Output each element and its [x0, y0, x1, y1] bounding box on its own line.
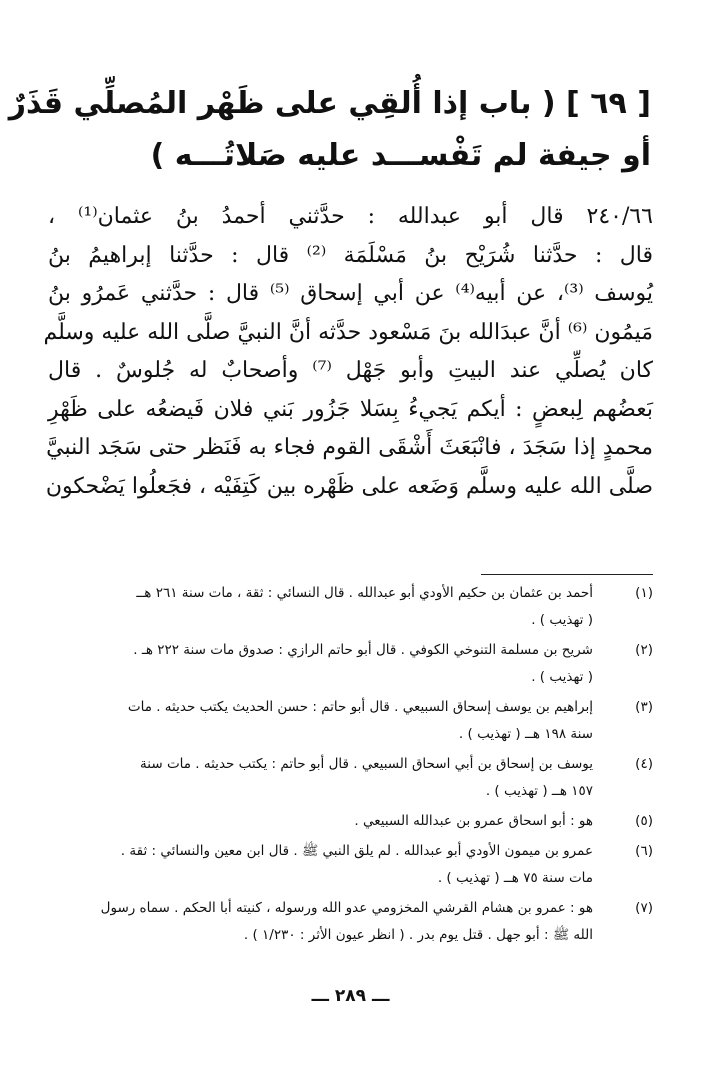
footnotes: [48, 580, 653, 952]
footnote-separator: [481, 574, 653, 575]
footnote-number: (٣): [635, 699, 653, 715]
footnote-text: ١٥٧ هــ ( تهذيب ) .: [485, 783, 593, 799]
chapter-heading-line-2: أو جيفة لم تَفْســـد عليه صَلاتُـــه ): [150, 138, 651, 173]
footnote-text: ( تهذيب ) .: [531, 669, 593, 685]
footnote-text: يوسف بن إسحاق بن أبي اسحاق السبيعي . قال أبو حاتم : يكتب حديثه . مات سنة: [140, 756, 593, 772]
hadith-line: قال : حدَّثنا شُرَيْح بنُ مَسْلَمَة ⁽²⁾ قال : حدَّثنا إبراهيمُ بنُ: [48, 242, 653, 268]
footnote-number: (٢): [635, 642, 653, 658]
footnote-text: مات سنة ٧٥ هــ ( تهذيب ) .: [437, 870, 593, 886]
footnote-5: [48, 808, 653, 835]
footnote-text: عمرو بن ميمون الأودي أبو عبدالله . لم يلق النبي ﷺ . قال ابن معين والنسائي : ثقة .: [120, 843, 593, 859]
footnote-number: (٤): [635, 756, 653, 772]
footnote-text: أحمد بن عثمان بن حكيم الأودي أبو عبدالله . قال النسائي : ثقة ، مات سنة ٢٦١ هــ: [136, 585, 593, 601]
footnote-text: هو : أبو اسحاق عمرو بن عبدالله السبيعي .: [354, 813, 593, 829]
footnote-2: [48, 637, 653, 691]
footnote-text: ( تهذيب ) .: [531, 612, 593, 628]
hadith-line: بَعضُهم لِبعضٍ : أيكم يَجيءُ بِسَلا جَزُور بَني فلان فَيضعُه على ظَهْرِ: [48, 396, 653, 422]
footnote-text: هو : عمرو بن هشام القرشي المخزومي عدو الله ورسوله ، كنيته أبا الحكم . سماه رسول: [100, 900, 593, 916]
footnote-text: إبراهيم بن يوسف إسحاق السبيعي . قال أبو حاتم : حسن الحديث يكتب حديثه . مات: [127, 699, 593, 715]
chapter-heading: [8, 78, 651, 182]
hadith-line: محمدٍ إذا سَجَدَ ، فانْبَعَثَ أَشْقَى القوم فجاء به فَنَظر حتى سَجَد النبيَّ: [46, 435, 653, 460]
hadith-line: صلَّى الله عليه وسلَّم وَضَعه على ظَهْره بين كَتِفَيْه ، فجَعلُوا يَضْحكون: [45, 473, 653, 499]
hadith-text: [43, 198, 654, 506]
footnote-text: سنة ١٩٨ هــ ( تهذيب ) .: [458, 726, 593, 742]
hadith-line: ٢٤٠/٦٦ قال أبو عبدالله : حدَّثني أحمدُ بنُ عثمان⁽¹⁾ ،: [48, 204, 653, 229]
chapter-heading-line-1: [ ٦٩ ] ( باب إذا أُلقِي على ظَهْر المُصلِّي قَذَرٌ: [8, 86, 651, 121]
footnote-number: (٦): [635, 843, 653, 859]
footnote-number: (٧): [635, 900, 653, 916]
hadith-line: كان يُصلِّي عند البيتِ وأبو جَهْل ⁽⁷⁾ وأصحابٌ له جُلوسٌ . قال: [48, 358, 654, 383]
footnote-text: الله ﷺ : أبو جهل . قتل يوم بدر . ( انظر عيون الأثر : ١/٢٣٠ ) .: [243, 927, 593, 943]
hadith-line: يُوسف ⁽³⁾، عن أبيه⁽⁴⁾ عن أبي إسحاق ⁽⁵⁾ قال : حدَّثني عَمرُو بنُ: [48, 281, 654, 306]
footnote-text: شريح بن مسلمة التنوخي الكوفي . قال أبو حاتم الرازي : صدوق مات سنة ٢٢٢ هـ .: [133, 642, 593, 658]
footnote-4: [48, 751, 653, 805]
footnote-7: [48, 895, 653, 949]
page-number: ـــ ٢٨٩ ـــ: [311, 986, 390, 1006]
footnote-6: [48, 838, 653, 892]
footnote-number: (١): [635, 585, 653, 601]
footnote-number: (٥): [635, 813, 653, 829]
footnote-1: [48, 580, 653, 634]
footnote-3: [48, 694, 653, 748]
hadith-line: مَيمُون ⁽⁶⁾ أنَّ عبدَالله بنَ مَسْعود حدَّثه أنَّ النبيَّ صلَّى الله عليه وسلَّم: [43, 319, 653, 345]
